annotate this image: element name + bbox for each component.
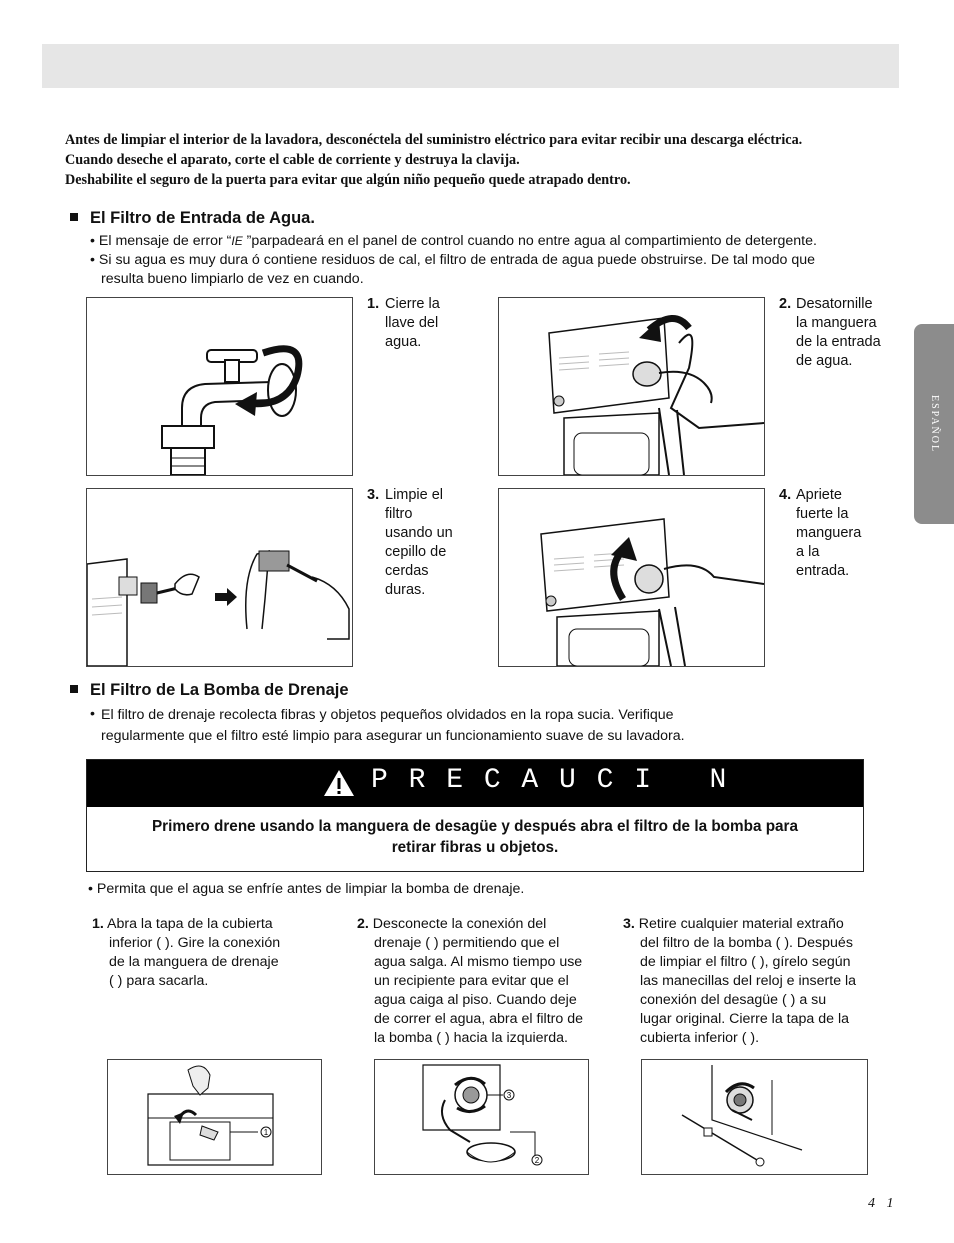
step-line: agua. bbox=[385, 334, 422, 350]
step-line: Apriete bbox=[796, 487, 842, 503]
step-line: agua salga. Al mismo tiempo use bbox=[374, 954, 583, 970]
step-line: ( ) para sacarla. bbox=[109, 973, 209, 989]
water-filter-title-text: El Filtro de Entrada de Agua. bbox=[90, 209, 315, 227]
pump-bullet-line-2: regularmente que el filtro esté limpio para asegurar un funcionamiento suave de su lavadora. bbox=[101, 728, 685, 744]
water-step-1 bbox=[367, 295, 440, 350]
step-line: llave del bbox=[385, 315, 439, 331]
pump-filter-title-text: El Filtro de La Bomba de Drenaje bbox=[90, 681, 349, 699]
step-line: usando un bbox=[385, 525, 453, 541]
warning-line-2: Cuando deseche el aparato, corte el cable de corriente y destruya la clavija. bbox=[65, 152, 520, 168]
caution-text bbox=[87, 816, 863, 858]
warning-triangle-icon bbox=[323, 769, 355, 797]
water-step-2 bbox=[779, 295, 881, 369]
bullet-square-icon bbox=[70, 685, 78, 693]
step-line: a la bbox=[796, 544, 820, 560]
step-number: 3. bbox=[367, 487, 380, 503]
step-line: de la entrada bbox=[796, 334, 881, 350]
water-filter-bullet-2: • Si su agua es muy dura ó contiene residuos de cal, el filtro de entrada de agua puede obstruirse. De tal modo que bbox=[90, 252, 816, 268]
figure-drain-water bbox=[374, 1059, 589, 1175]
step-line: Cierre la bbox=[385, 296, 440, 312]
step-line: la manguera bbox=[796, 315, 877, 331]
step-line: inferior ( ). Gire la conexión bbox=[109, 935, 281, 951]
figure-tighten-hose bbox=[498, 488, 765, 667]
step-line: un recipiente para evitar que el bbox=[374, 973, 569, 989]
step-line: entrada. bbox=[796, 563, 850, 579]
language-tab bbox=[914, 324, 954, 524]
pump-filter-title bbox=[70, 681, 349, 700]
step-line: lugar original. Cierre la tapa de la bbox=[640, 1011, 849, 1027]
caution-title: P R E C A U C I N bbox=[371, 765, 729, 796]
step-line: agua caiga al piso. Cuando deje bbox=[374, 992, 577, 1008]
step-number: 4. bbox=[779, 487, 792, 503]
pump-bullet-line-1: El filtro de drenaje recolecta fibras y objetos pequeños olvidados en la ropa sucia. Verifique bbox=[101, 707, 674, 723]
water-step-3 bbox=[367, 486, 453, 598]
step-line: fuerte la bbox=[796, 506, 849, 522]
water-filter-title bbox=[70, 209, 315, 228]
caution-line-2: retirar fibras u objetos. bbox=[391, 839, 559, 856]
step-number: 1. bbox=[367, 296, 380, 312]
water-step-4 bbox=[779, 486, 862, 579]
water-filter-bullet-1 bbox=[90, 232, 817, 251]
callout-2: 2 bbox=[534, 1156, 540, 1165]
pump-step-1 bbox=[92, 915, 332, 991]
pump-step-3 bbox=[623, 915, 883, 1048]
caution-line-1: Primero drene usando la manguera de desagüe y después abra el filtro de la bomba para bbox=[151, 818, 799, 835]
header-bar bbox=[42, 44, 899, 88]
step-line: de correr el agua, abra el filtro de bbox=[374, 1011, 583, 1027]
bullet1-pre: • El mensaje de error “ bbox=[90, 233, 232, 249]
step-line: cerdas bbox=[385, 563, 429, 579]
step-line: Abra la tapa de la cubierta bbox=[107, 916, 273, 932]
warning-line-1: Antes de limpiar el interior de la lavadora, desconéctela del suministro eléctrico para evitar recibir una descarga eléctrica. bbox=[65, 132, 803, 148]
safety-warning bbox=[65, 130, 905, 190]
pump-step-2 bbox=[357, 915, 607, 1048]
caution-box bbox=[86, 759, 864, 872]
step-line: manguera bbox=[796, 525, 862, 541]
step-line: Desatornille bbox=[796, 296, 873, 312]
error-code-ie: IE bbox=[231, 234, 243, 248]
unscrew-hose-illustration bbox=[499, 298, 764, 475]
caution-header bbox=[87, 760, 863, 807]
step-line: la bomba ( ) hacia la izquierda. bbox=[374, 1030, 568, 1046]
step-number: 3. bbox=[623, 916, 635, 932]
tighten-hose-illustration bbox=[499, 489, 764, 666]
step-line: del filtro de la bomba ( ). Después bbox=[640, 935, 853, 951]
figure-open-cover bbox=[107, 1059, 322, 1175]
reinsert-filter-illustration bbox=[642, 1060, 867, 1174]
figure-unscrew-hose bbox=[498, 297, 765, 476]
step-line: Desconecte la conexión del bbox=[372, 916, 547, 932]
step-line: duras. bbox=[385, 582, 426, 598]
step-number: 2. bbox=[357, 916, 369, 932]
step-line: Limpie el bbox=[385, 487, 444, 503]
bullet1-post: ”parpadeará en el panel de control cuando no entre agua al compartimiento de detergente. bbox=[242, 233, 817, 249]
step-number: 2. bbox=[779, 296, 792, 312]
step-line: filtro bbox=[385, 506, 413, 522]
bullet-square-icon bbox=[70, 213, 78, 221]
step-line: las manecillas del reloj e inserte la bbox=[640, 973, 857, 989]
figure-close-faucet bbox=[86, 297, 353, 476]
page-number: 4 1 bbox=[868, 1196, 898, 1211]
pump-filter-bullet-mark: • bbox=[90, 706, 95, 722]
brush-filter-illustration bbox=[87, 489, 352, 666]
open-cover-illustration bbox=[108, 1060, 321, 1174]
step-line: cepillo de bbox=[385, 544, 447, 560]
step-line: de limpiar el filtro ( ), gírelo según bbox=[640, 954, 851, 970]
step-line: de la manguera de drenaje bbox=[109, 954, 279, 970]
drain-water-illustration bbox=[375, 1060, 588, 1174]
step-number: 1. bbox=[92, 916, 104, 932]
warning-line-3: Deshabilite el seguro de la puerta para evitar que algún niño pequeño quede atrapado dentro. bbox=[65, 172, 631, 188]
water-filter-bullet-2-cont: resulta bueno limpiarlo de vez en cuando. bbox=[101, 271, 364, 287]
step-line: conexión del desagüe ( ) a su bbox=[640, 992, 827, 1008]
faucet-illustration bbox=[87, 298, 352, 475]
step-line: cubierta inferior ( ). bbox=[640, 1030, 760, 1046]
step-line: Retire cualquier material extraño bbox=[638, 916, 844, 932]
pump-filter-bullet bbox=[101, 705, 685, 747]
cooling-note: • Permita que el agua se enfríe antes de limpiar la bomba de drenaje. bbox=[88, 881, 525, 897]
figure-brush-filter bbox=[86, 488, 353, 667]
step-line: drenaje ( ) permitiendo que el bbox=[374, 935, 560, 951]
figure-reinsert-filter bbox=[641, 1059, 868, 1175]
step-line: de agua. bbox=[796, 353, 853, 369]
callout-3: 3 bbox=[506, 1091, 512, 1100]
callout-1: 1 bbox=[263, 1128, 269, 1137]
language-tab-label: ESPAÑOL bbox=[929, 394, 940, 454]
